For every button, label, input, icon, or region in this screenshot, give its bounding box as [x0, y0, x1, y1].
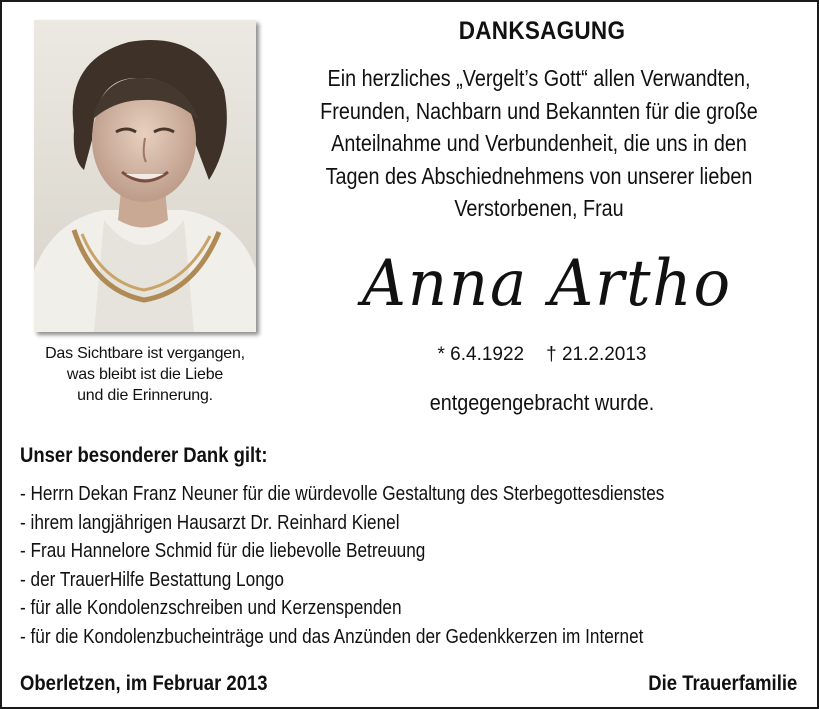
death-date: † 21.2.2013	[546, 344, 647, 365]
quote-line: Das Sichtbare ist vergangen,	[45, 345, 245, 362]
list-item: - der TrauerHilfe Bestattung Longo	[20, 568, 284, 591]
place-date: Oberletzen, im Februar 2013	[20, 672, 268, 695]
quote-line: was bleibt ist die Liebe	[66, 366, 224, 383]
list-item: - für alle Kondolenzschreiben und Kerzenspenden	[20, 597, 402, 619]
list-item: - für die Kondolenzbucheinträge und das Anzünden der Gedenkkerzen im Internet	[20, 625, 644, 648]
portrait-photo	[34, 20, 256, 332]
notice-title: DANKSAGUNG	[458, 17, 626, 45]
life-dates	[302, 344, 782, 366]
birth-date: * 6.4.1922	[437, 344, 525, 365]
quote-line: und die Erinnerung.	[77, 387, 213, 404]
intro-line: Anteilnahme und Verbundenheit, die uns in den	[331, 130, 747, 157]
intro-text	[284, 62, 794, 225]
signature: Die Trauerfamilie	[648, 672, 797, 695]
thanks-heading: Unser besonderer Dank gilt:	[20, 444, 268, 467]
list-item: - Frau Hannelore Schmid für die liebevolle Betreuung	[20, 540, 426, 562]
intro-line: Verstorbenen, Frau	[454, 195, 624, 222]
memorial-quote	[20, 343, 270, 406]
list-item: - ihrem langjährigen Hausarzt Dr. Reinhard Kienel	[20, 511, 400, 534]
intro-line: Tagen des Abschiednehmens von unserer lieben	[325, 162, 753, 189]
portrait-image	[34, 20, 256, 332]
closing-text: entgegengebracht wurde.	[429, 390, 655, 415]
intro-line: Freunden, Nachbarn und Bekannten für die große	[320, 97, 758, 124]
deceased-name: Anna Artho	[362, 247, 732, 321]
intro-line: Ein herzliches „Vergelt’s Gott“ allen Verwandten,	[327, 65, 751, 91]
thanks-list	[20, 480, 800, 651]
list-item: - Herrn Dekan Franz Neuner für die würdevolle Gestaltung des Sterbegottesdienstes	[20, 483, 665, 505]
